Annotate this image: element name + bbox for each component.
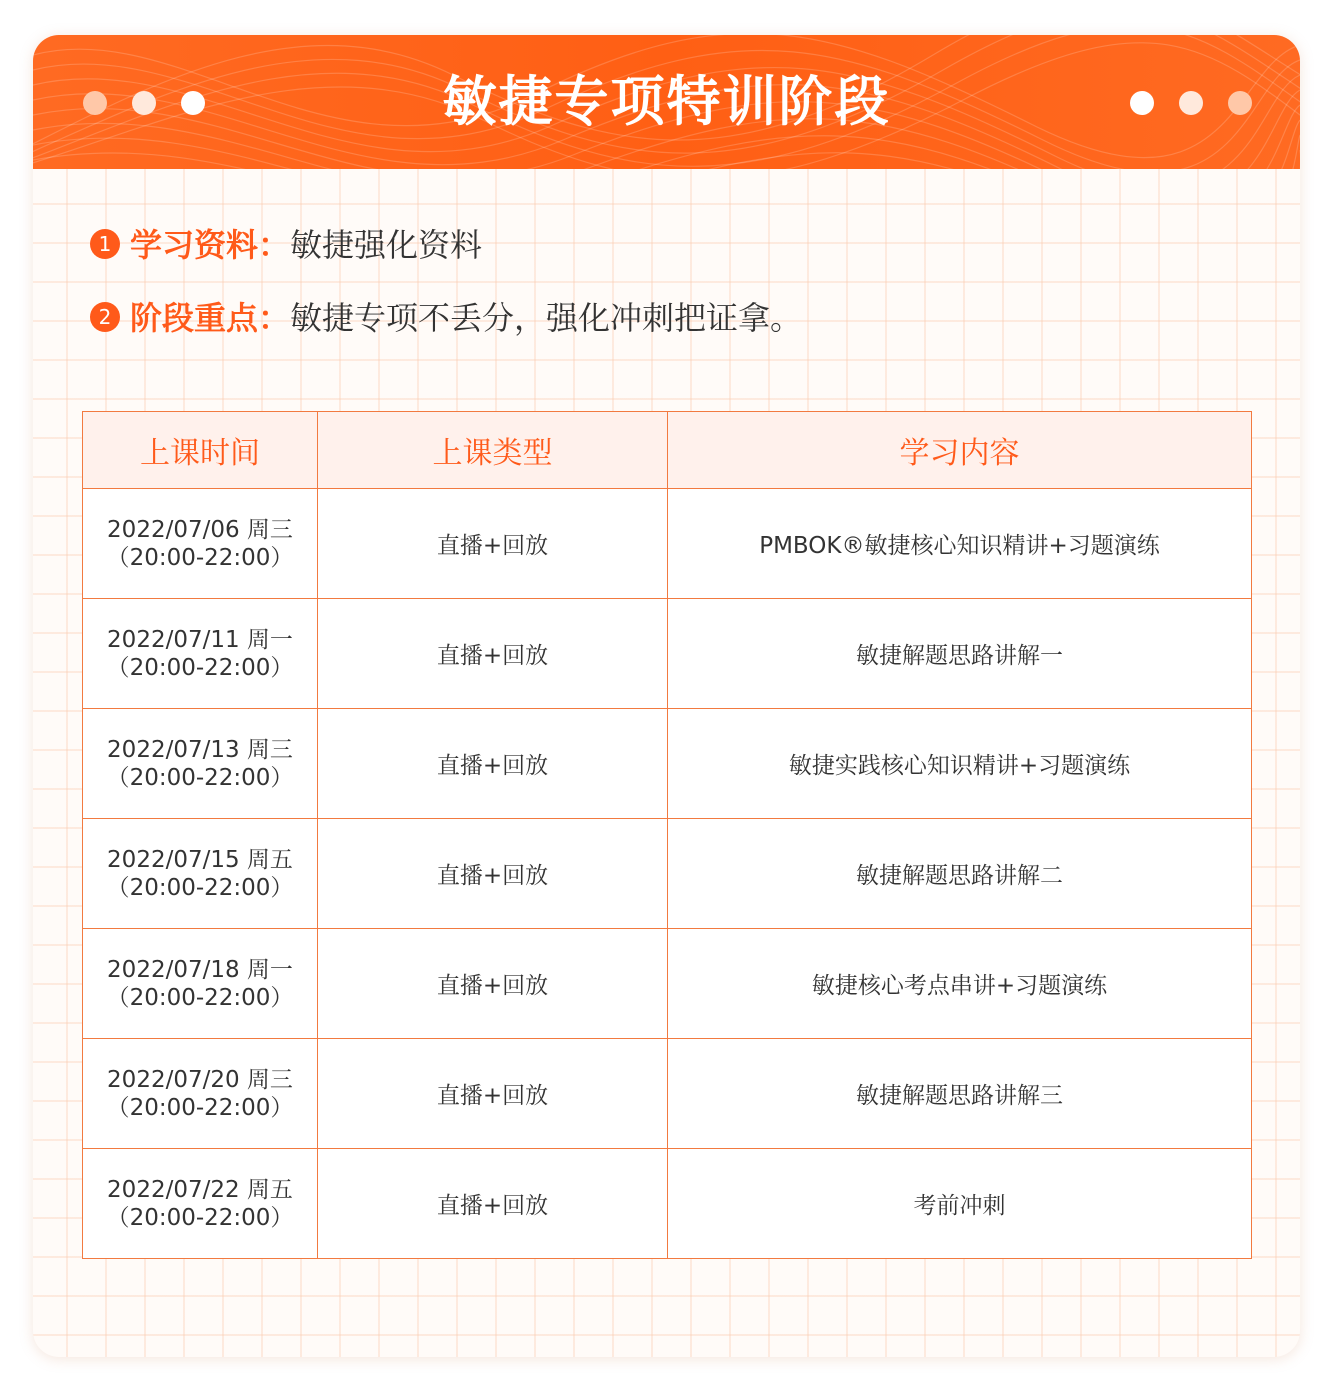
cell-hours: （20:00-22:00） bbox=[106, 764, 294, 791]
cell-content: 敏捷核心考点串讲+习题演练 bbox=[668, 929, 1252, 1039]
table-row bbox=[83, 709, 1252, 819]
cell-hours: （20:00-22:00） bbox=[106, 1094, 294, 1121]
table-row bbox=[83, 929, 1252, 1039]
info-label-materials: 学习资料： bbox=[130, 226, 291, 264]
cell-content: PMBOK®敏捷核心知识精讲+习题演练 bbox=[668, 489, 1252, 599]
number-badge-2: 2 bbox=[90, 302, 120, 332]
cell-hours: （20:00-22:00） bbox=[106, 544, 294, 571]
card-header bbox=[33, 35, 1300, 169]
cell-type: 直播+回放 bbox=[318, 1039, 668, 1149]
cell-type: 直播+回放 bbox=[318, 709, 668, 819]
cell-content: 敏捷解题思路讲解二 bbox=[668, 819, 1252, 929]
cell-time bbox=[83, 599, 318, 709]
info-study-materials bbox=[90, 223, 482, 267]
cell-content: 敏捷解题思路讲解一 bbox=[668, 599, 1252, 709]
table-row bbox=[83, 1149, 1252, 1259]
cell-content: 敏捷解题思路讲解三 bbox=[668, 1039, 1252, 1149]
schedule-table bbox=[82, 411, 1252, 1259]
cell-date: 2022/07/06 周三 bbox=[107, 516, 293, 543]
page-title: 敏捷专项特训阶段 bbox=[442, 70, 891, 133]
info-label-focus: 阶段重点： bbox=[130, 299, 291, 337]
number-badge-1: 1 bbox=[90, 229, 120, 259]
cell-type: 直播+回放 bbox=[318, 1149, 668, 1259]
table-row bbox=[83, 489, 1252, 599]
header-dot-right-1 bbox=[1130, 91, 1154, 115]
table-header-row bbox=[83, 412, 1252, 489]
cell-time bbox=[83, 709, 318, 819]
cell-time bbox=[83, 1039, 318, 1149]
cell-type: 直播+回放 bbox=[318, 489, 668, 599]
cell-type: 直播+回放 bbox=[318, 929, 668, 1039]
header-dot-right-3 bbox=[1228, 91, 1252, 115]
cell-hours: （20:00-22:00） bbox=[106, 874, 294, 901]
column-header-content: 学习内容 bbox=[668, 412, 1252, 489]
cell-date: 2022/07/20 周三 bbox=[107, 1066, 293, 1093]
cell-date: 2022/07/15 周五 bbox=[107, 846, 293, 873]
cell-date: 2022/07/11 周一 bbox=[107, 626, 293, 653]
cell-time bbox=[83, 1149, 318, 1259]
cell-content: 考前冲刺 bbox=[668, 1149, 1252, 1259]
cell-time bbox=[83, 489, 318, 599]
cell-date: 2022/07/18 周一 bbox=[107, 956, 293, 983]
schedule-card bbox=[33, 35, 1300, 1357]
info-value-focus: 敏捷专项不丢分，强化冲刺把证拿。 bbox=[290, 299, 803, 337]
cell-type: 直播+回放 bbox=[318, 599, 668, 709]
cell-hours: （20:00-22:00） bbox=[106, 984, 294, 1011]
cell-hours: （20:00-22:00） bbox=[106, 1204, 294, 1231]
cell-time bbox=[83, 819, 318, 929]
cell-content: 敏捷实践核心知识精讲+习题演练 bbox=[668, 709, 1252, 819]
table-row bbox=[83, 1039, 1252, 1149]
column-header-type: 上课类型 bbox=[318, 412, 668, 489]
cell-time bbox=[83, 929, 318, 1039]
column-header-time: 上课时间 bbox=[83, 412, 318, 489]
header-dot-right-2 bbox=[1179, 91, 1203, 115]
info-stage-focus bbox=[90, 296, 802, 340]
cell-hours: （20:00-22:00） bbox=[106, 654, 294, 681]
table-row bbox=[83, 599, 1252, 709]
cell-date: 2022/07/13 周三 bbox=[107, 736, 293, 763]
info-value-materials: 敏捷强化资料 bbox=[290, 226, 483, 264]
cell-type: 直播+回放 bbox=[318, 819, 668, 929]
table-row bbox=[83, 819, 1252, 929]
cell-date: 2022/07/22 周五 bbox=[107, 1176, 293, 1203]
